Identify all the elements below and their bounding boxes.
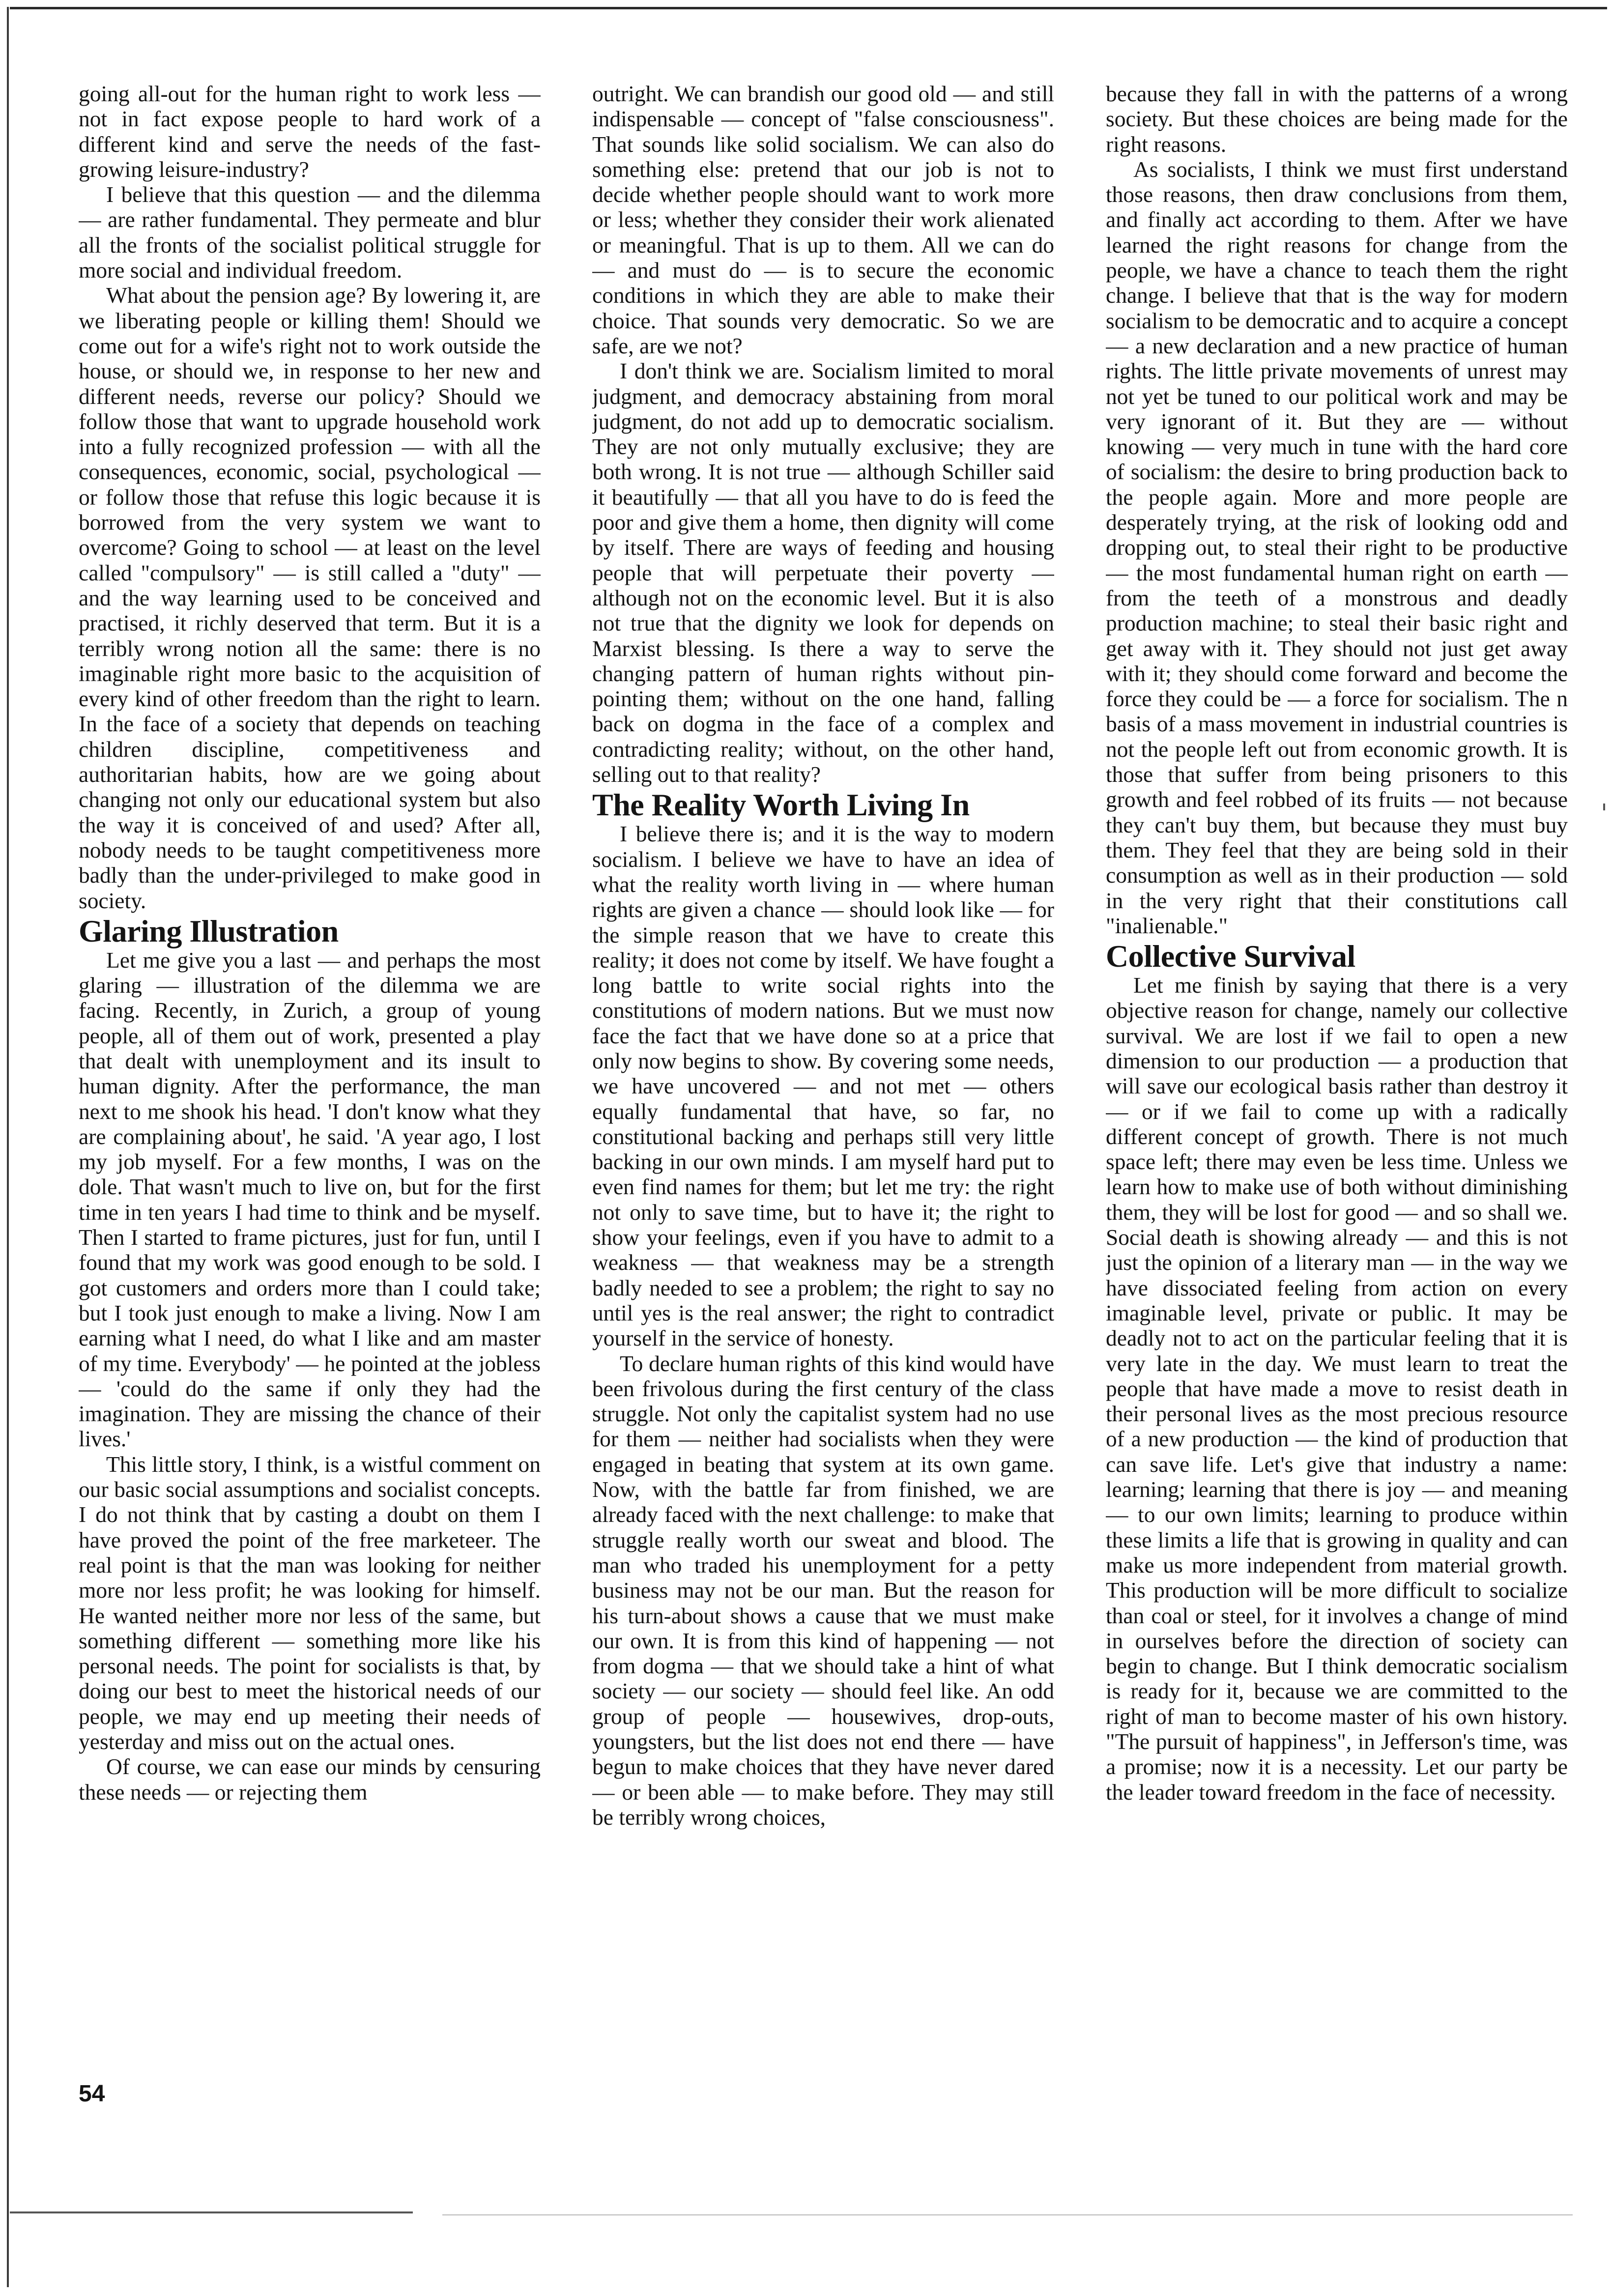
- paragraph: I believe that this question — and the dilemma — are rather fundamental. They permeate and blur all the fronts of the socialist political struggle for more social and individual freedom.: [79, 182, 541, 283]
- paragraph: Of course, we can ease our minds by censuring these needs — or rejecting them: [79, 1754, 541, 1805]
- paragraph: going all-out for the human right to work less — not in fact expose people to hard work of a different kind and serve the needs of the fast-growing leisure-industry?: [79, 81, 541, 182]
- paragraph: To declare human rights of this kind would have been frivolous during the first century of the class struggle. Not only the capitalist system had no use for them — neither had socialists when they were engaged in beating that system at its own game. Now, with the battle far from finished, we are already faced with the next challenge: to make that struggle really worth our sweat and blood. The man who traded his unemployment for a petty business may not be our man. But the reason for his turn-about shows a cause that we must make our own. It is from this kind of happening — not from dogma — that we should take a hint of what society — our society — should feel like. An odd group of people — housewives, drop-outs, youngsters, but the list does not end there — have begun to make choices that they have never dared — or been able — to make before. They may still be terribly wrong choices,: [592, 1350, 1054, 1830]
- paragraph: What about the pension age? By lowering it, are we liberating people or killing them! Should we come out for a wife's right not to work outside the house, or should we, in response to her new and different needs, reverse our policy? Should we follow those that want to upgrade household work into a fully recognized profession — with all the consequences, economic, social, psychological — or follow those that refuse this logic because it is borrowed from the very system we want to overcome? Going to school — at least on the level called "compulsory" — is still called a "duty" — and the way learning used to be conceived and practised, it richly deserved that term. But it is a terribly wrong notion all the same: there is no imaginable right more basic to the acquisition of every kind of other freedom than the right to learn. In the face of a society that depends on teaching children discipline, competitiveness and authoritarian habits, how are we going about changing not only our educational system but also the way it is conceived of and used? After all, nobody needs to be taught competitiveness more badly than the under-privileged to make good in society.: [79, 283, 541, 913]
- bottom-border-rule: [10, 2211, 413, 2213]
- paragraph: because they fall in with the patterns of a wrong society. But these choices are being made for the right reasons.: [1106, 81, 1568, 157]
- section-heading: Collective Survival: [1106, 939, 1355, 974]
- page-number: 54: [79, 2081, 105, 2107]
- scan-mark: [1603, 804, 1605, 810]
- paragraph: This little story, I think, is a wistful comment on our basic social assumptions and socialist concepts. I do not think that by casting a doubt on them I have proved the point of the free marketeer. The real point is that the man was looking for neither more nor less profit; he was looking for himself. He wanted neither more nor less of the same, but something different — something more like his personal needs. The point for socialists is that, by doing our best to meet the historical needs of our people, we may end up meeting their needs of yesterday and miss out on the actual ones.: [79, 1451, 541, 1754]
- column-1: [79, 81, 541, 2096]
- article-body: [79, 81, 1568, 2096]
- column-3: [1106, 81, 1568, 2096]
- section-heading: The Reality Worth Living In: [592, 787, 970, 823]
- column-2: [592, 81, 1054, 2096]
- paragraph: Let me give you a last — and perhaps the most glaring — illustration of the dilemma we are facing. Recently, in Zurich, a group of young people, all of them out of work, presented a play that dealt with unemployment and its insult to human dignity. After the performance, the man next to me shook his head. 'I don't know what they are complaining about', he said. 'A year ago, I lost my job myself. For a few months, I was on the dole. That wasn't much to live on, but for the first time in ten years I had time to think and be myself. Then I started to frame pictures, just for fun, until I found that my work was good enough to be sold. I got customers and orders more than I could take; but I took just enough to make a living. Now I am earning what I need, do what I like and am master of my time. Everybody' — he pointed at the jobless — 'could do the same if only they had the imagination. They are missing the chance of their lives.': [79, 947, 541, 1452]
- top-border-rule: [10, 7, 1607, 9]
- paragraph: outright. We can brandish our good old — and still indispensable — concept of "false consciousness". That sounds like solid socialism. We can also do something else: pretend that our job is not to decide whether people should want to work more or less; whether they consider their work alienated or meaningful. That is up to them. All we can do — and must do — is to secure the economic conditions in which they are able to make their choice. That sounds very democratic. So we are safe, are we not?: [592, 81, 1054, 358]
- bottom-faint-rule: [442, 2214, 1573, 2215]
- paragraph: As socialists, I think we must first understand those reasons, then draw conclusions from them, and finally act according to them. After we have learned the right reasons for change from the people, we have a chance to teach them the right change. I believe that that is the way for modern socialism to be democratic and to acquire a concept — a new declaration and a new practice of human rights. The little private movements of unrest may not yet be tuned to our political work and may be very ignorant of it. But they are — without knowing — very much in tune with the hard core of socialism: the desire to bring production back to the people again. More and more people are desperately trying, at the risk of looking odd and dropping out, to steal their right to be productive — the most fundamental human right on earth — from the teeth of a monstrous and deadly production machine; to steal their basic right and get away with it. They should not just get away with it; they should come forward and become the force they could be — a force for socialism. The n basis of a mass movement in industrial countries is not the people left out from economic growth. It is those that suffer from being prisoners to this growth and feel robbed of its fruits — not because they can't buy them, but because they must buy them. They feel that they are being sold in their consumption as well as in their production — sold in the very right that their constitutions call "inalienable.": [1106, 156, 1568, 938]
- paragraph: I don't think we are. Socialism limited to moral judgment, and democracy abstaining from moral judgment, do not add up to democratic socialism. They are not only mutually exclusive; they are both wrong. It is not true — although Schiller said it beautifully — that all you have to do is feed the poor and give them a home, then dignity will come by itself. There are ways of feeding and housing people that will perpetuate their poverty — although not on the economic level. But it is also not true that the dignity we look for depends on Marxist blessing. Is there a way to serve the changing pattern of human rights without pin-pointing them; without on the one hand, falling back on dogma in the face of a complex and contradicting reality; without, on the other hand, selling out to that reality?: [592, 358, 1054, 787]
- paragraph: Let me finish by saying that there is a very objective reason for change, namely our collective survival. We are lost if we fail to open a new dimension to our production — a production that will save our ecological basis rather than destroy it — or if we fail to come up with a radically different concept of growth. There is not much space left; there may even be less time. Unless we learn how to make use of both without diminishing them, they will be lost for good — and so shall we. Social death is showing already — and this is not just the opinion of a literary man — in the way we have dissociated feeling from action on every imaginable level, private or public. It may be deadly not to act on the particular feeling that it is very late in the day. We must learn to treat the people that have made a move to resist death in their personal lives as the most precious resource of a new production — the kind of production that can save life. Let's give that industry a name: learning; learning that there is joy — and meaning — to our own limits; learning to produce within these limits a life that is growing in quality and can make us more independent from material growth. This production will be more difficult to socialize than coal or steel, for it involves a change of mind in ourselves before the direction of society can begin to change. But I think democratic socialism is ready for it, because we are committed to the right of man to become master of his own history. "The pursuit of happiness", in Jefferson's time, was a promise; now it is a necessity. Let our party be the leader toward freedom in the face of necessity.: [1106, 973, 1568, 1805]
- section-heading: Glaring Illustration: [79, 913, 339, 948]
- paragraph: I believe there is; and it is the way to modern socialism. I believe we have to have an idea of what the reality worth living in — where human rights are given a chance — should look like — for the simple reason that we have to create this reality; it does not come by itself. We have fought a long battle to write social rights into the constitutions of modern nations. But we must now face the fact that we have done so at a price that only now begins to show. By covering some needs, we have uncovered — and not met — others equally fundamental that have, so far, no constitutional backing and perhaps still very little backing in our own minds. I am myself hard put to even find names for them; but let me try: the right not only to save time, but to have it; the right to show your feelings, even if you have to admit to a weakness — that weakness may be a strength badly needed to see a problem; the right to say no until yes is the real answer; the right to contradict yourself in the service of honesty.: [592, 821, 1054, 1351]
- left-border-rule: [7, 7, 9, 2287]
